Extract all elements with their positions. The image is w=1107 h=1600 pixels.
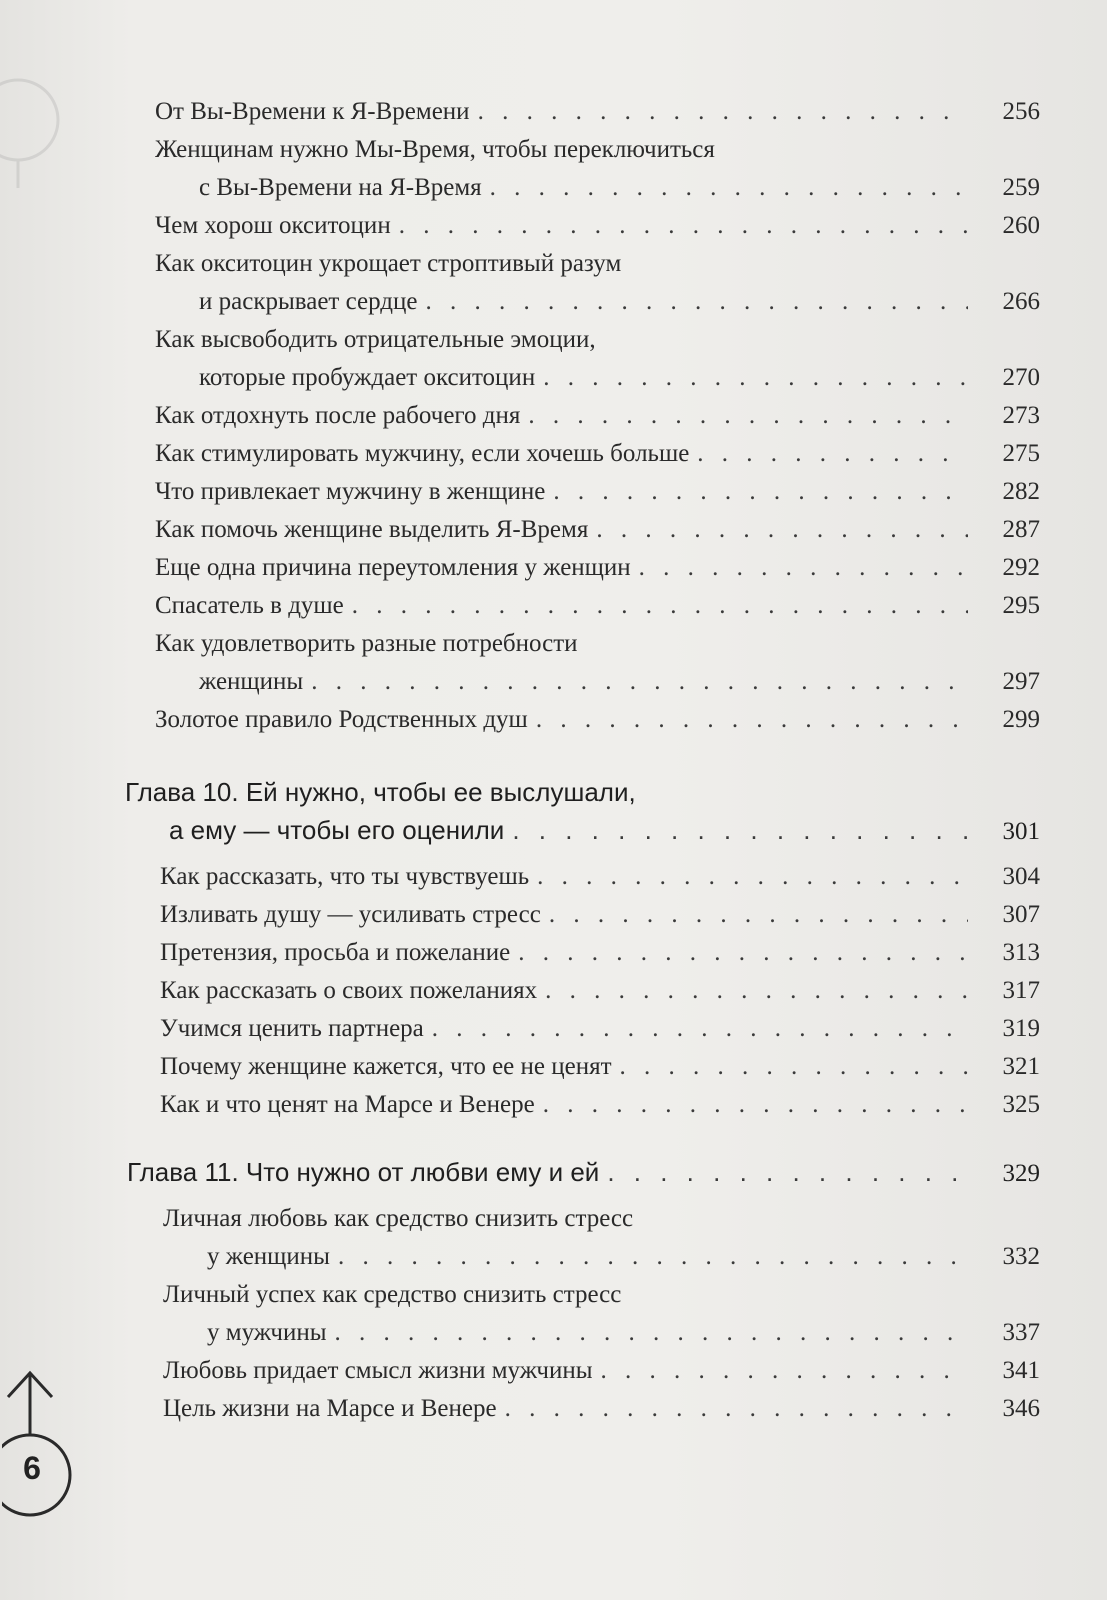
toc-page-number: 301 [1002, 818, 1040, 845]
toc-entry [155, 245, 1040, 321]
toc-entry [155, 321, 1040, 397]
toc-entry [160, 896, 1040, 934]
page-number: 6 [23, 1450, 41, 1486]
toc-page-number: 329 [1002, 1160, 1040, 1187]
toc-entry-title: Почему женщине кажется, что ее не ценят [160, 1053, 612, 1080]
dot-leader [512, 811, 968, 849]
toc-entry-title: От Вы-Времени к Я-Времени [155, 98, 470, 125]
toc-page-number: 313 [1002, 939, 1040, 966]
toc-page-number: 295 [1002, 592, 1040, 619]
dot-leader [639, 549, 968, 587]
toc-page-number: 256 [1002, 98, 1040, 125]
toc-entry-title: Глава 10. Ей нужно, чтобы ее выслушали, [125, 777, 636, 807]
dot-leader [596, 511, 968, 549]
toc-page-number: 270 [1002, 364, 1040, 391]
dot-leader [601, 1352, 969, 1390]
toc-entry [163, 1276, 1040, 1352]
toc-entry-title: Как удовлетворить разные потребности [155, 630, 578, 657]
dot-leader [543, 1086, 968, 1124]
toc-entry [155, 435, 1040, 473]
toc-page-number: 321 [1002, 1053, 1040, 1080]
toc-entry [160, 858, 1040, 896]
dot-leader [528, 397, 968, 435]
toc-entry-title: Еще одна причина переутомления у женщин [155, 554, 631, 581]
toc-page-number: 299 [1002, 706, 1040, 733]
toc-entry-title: Учимся ценить партнера [160, 1015, 424, 1042]
toc-page-number: 337 [1002, 1319, 1040, 1346]
toc-entry-title: Что привлекает мужчину в женщине [155, 478, 546, 505]
toc-entry-title: Претензия, просьба и пожелание [160, 939, 511, 966]
toc-page-number: 260 [1002, 212, 1040, 239]
toc-entry [160, 934, 1040, 972]
toc-page-number: 317 [1002, 977, 1040, 1004]
toc-page-number: 266 [1002, 288, 1040, 315]
toc-entry-title: а ему — чтобы его оценили [169, 815, 505, 845]
toc-page-number: 259 [1002, 174, 1040, 201]
dot-leader [518, 934, 968, 972]
dot-leader [620, 1048, 968, 1086]
mars-symbol-icon [2, 1365, 82, 1525]
toc-entry-title: Как рассказать о своих пожеланиях [160, 977, 538, 1004]
toc-entry [155, 131, 1040, 207]
toc-entry [160, 1010, 1040, 1048]
toc-page-number: 282 [1002, 478, 1040, 505]
toc-entry [163, 1352, 1040, 1390]
toc-page-number: 304 [1002, 863, 1040, 890]
dot-leader [335, 1314, 968, 1352]
toc-entry-title: Спасатель в душе [155, 592, 344, 619]
dot-leader [432, 1010, 968, 1048]
toc-chapter-heading [127, 1153, 1040, 1191]
dot-leader [425, 283, 968, 321]
toc-entry [155, 93, 1040, 131]
toc-entry-title: Как рассказать, что ты чувствуешь [160, 863, 530, 890]
toc-entry [155, 625, 1040, 701]
toc-entry-title: которые пробуждает окситоцин [199, 364, 536, 391]
toc-entry [155, 207, 1040, 245]
dot-leader [697, 435, 968, 473]
toc-entry [155, 549, 1040, 587]
toc-entry-title: Золотое правило Родственных душ [155, 706, 528, 733]
toc-entry-title: Чем хорош окситоцин [155, 212, 391, 239]
toc-entry-title: Как окситоцин укрощает строптивый разум [155, 250, 622, 277]
toc-entry [155, 397, 1040, 435]
toc-entry [155, 701, 1040, 739]
toc-entry [160, 1086, 1040, 1124]
toc-entry-title: Глава 11. Что нужно от любви ему и ей [127, 1157, 600, 1187]
toc-page-number: 273 [1002, 402, 1040, 429]
toc-entry [155, 473, 1040, 511]
dot-leader [545, 972, 968, 1010]
dot-leader [338, 1238, 968, 1276]
toc-page-number: 341 [1002, 1357, 1040, 1384]
toc-page-number: 307 [1002, 901, 1040, 928]
toc-page-number: 275 [1002, 440, 1040, 467]
toc-page-number: 346 [1002, 1395, 1040, 1422]
toc-entry [155, 587, 1040, 625]
dot-leader [543, 359, 968, 397]
toc-page-number: 287 [1002, 516, 1040, 543]
toc-entry-title: Изливать душу — усиливать стресс [160, 901, 541, 928]
toc-page-number: 332 [1002, 1243, 1040, 1270]
toc-entry-title: Личная любовь как средство снизить стресс [163, 1205, 634, 1232]
bleed-through-symbol-icon [0, 40, 70, 190]
toc-entry-title: с Вы-Времени на Я-Время [199, 174, 482, 201]
dot-leader [311, 663, 968, 701]
dot-leader [537, 858, 968, 896]
toc-entry-title: Любовь придает смысл жизни мужчины [163, 1357, 593, 1384]
toc-entry-title: Личный успех как средство снизить стресс [163, 1281, 622, 1308]
dot-leader [553, 473, 968, 511]
toc-entry [160, 1048, 1040, 1086]
toc-page-number: 325 [1002, 1091, 1040, 1118]
toc-entry [160, 972, 1040, 1010]
toc-page-number: 292 [1002, 554, 1040, 581]
toc-chapter-heading [125, 773, 1040, 849]
toc-page-number: 319 [1002, 1015, 1040, 1042]
dot-leader [536, 701, 968, 739]
dot-leader [490, 169, 968, 207]
toc-page-number: 297 [1002, 668, 1040, 695]
toc-entry-title: Как стимулировать мужчину, если хочешь больше [155, 440, 690, 467]
toc-entry-title: Как высвободить отрицательные эмоции, [155, 326, 596, 353]
toc-entry-title: у женщины [207, 1243, 330, 1270]
toc-entry-title: Как и что ценят на Марсе и Венере [160, 1091, 535, 1118]
dot-leader [505, 1390, 968, 1428]
toc-entry-title: Цель жизни на Марсе и Венере [163, 1395, 497, 1422]
toc-entry [155, 511, 1040, 549]
toc-entry-title: у мужчины [207, 1319, 327, 1346]
toc-entry [163, 1390, 1040, 1428]
dot-leader [607, 1153, 968, 1191]
toc-entry-title: Женщинам нужно Мы-Время, чтобы переключиться [155, 136, 715, 163]
toc-entry-title: Как отдохнуть после рабочего дня [155, 402, 521, 429]
dot-leader [352, 587, 968, 625]
toc-entry-title: женщины [199, 668, 304, 695]
dot-leader [478, 93, 968, 131]
toc-entry-title: Как помочь женщине выделить Я-Время [155, 516, 589, 543]
toc-entry [163, 1200, 1040, 1276]
dot-leader [549, 896, 968, 934]
dot-leader [399, 207, 968, 245]
toc-entry-title: и раскрывает сердце [199, 288, 418, 315]
